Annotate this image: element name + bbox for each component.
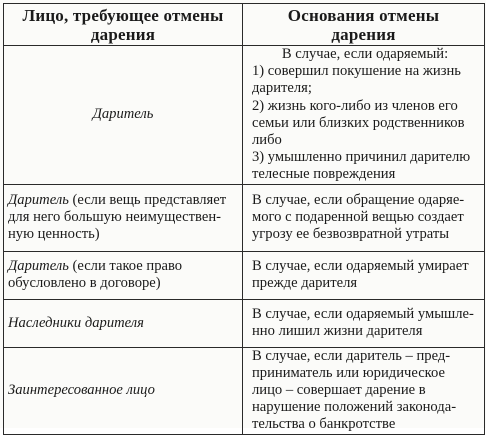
person-condition: (если вещь представляет <box>68 191 227 208</box>
header-grounds-column <box>243 4 485 46</box>
person-name: Даритель <box>92 106 154 123</box>
grounds-line: 3) умышленно причинил дарителю <box>252 149 471 166</box>
grounds-cell <box>243 184 485 251</box>
grounds-cell <box>243 46 485 185</box>
grounds-line: угрозу ее безвозвратной утраты <box>252 226 450 243</box>
person-cell <box>4 251 243 299</box>
grounds-line: В случае, если одаряемый: <box>281 46 449 62</box>
table-row <box>4 347 485 434</box>
person-name: Наследники дарителя <box>8 314 144 331</box>
grounds-cell <box>243 347 485 434</box>
person-cell <box>4 184 243 251</box>
grounds-line: В случае, если даритель – пред- <box>252 347 451 364</box>
header-person-line2: дарения <box>90 24 156 44</box>
grounds-cell <box>243 251 485 299</box>
table-row <box>4 46 485 185</box>
person-name: Даритель <box>8 257 69 274</box>
grounds-line: либо <box>252 132 282 149</box>
person-cell <box>4 46 243 185</box>
header-grounds-line1: Основания отмены <box>287 5 440 25</box>
grounds-line: тельства о банкротстве <box>252 416 396 433</box>
grounds-line: прежде дарителя <box>252 275 358 292</box>
header-grounds-line2: дарения <box>331 24 396 44</box>
table-row <box>4 251 485 299</box>
person-name: Заинтересованное лицо <box>8 382 155 399</box>
table-row <box>4 299 485 347</box>
grounds-line: нно лишил жизни дарителя <box>252 323 423 340</box>
header-person-column <box>4 4 243 46</box>
grounds-line: В случае, если обращение одаряе- <box>252 191 465 208</box>
person-name: Даритель <box>8 191 69 208</box>
person-cell <box>4 347 243 434</box>
grounds-line: мого с подаренной вещью создает <box>252 209 464 226</box>
grounds-line: дарителя; <box>252 80 312 97</box>
grounds-line: 2) жизнь кого-либо из членов его <box>252 97 458 114</box>
grounds-cell <box>243 299 485 347</box>
person-condition: обусловлено в договоре) <box>8 275 161 292</box>
person-condition: для него большую неимуществен- <box>8 209 221 226</box>
gift-revocation-table <box>3 3 485 435</box>
grounds-line: телесные повреждения <box>252 166 396 183</box>
table-header-row <box>4 4 485 46</box>
person-cell <box>4 299 243 347</box>
grounds-line: семьи или близких родственников <box>252 114 465 131</box>
person-condition: (если такое право <box>68 257 183 274</box>
grounds-line: лицо – совершает дарение в <box>252 382 426 399</box>
person-condition: ную ценность) <box>8 226 100 243</box>
grounds-line: приниматель или юридическое <box>252 364 445 381</box>
grounds-line: 1) совершил покушение на жизнь <box>252 63 461 80</box>
header-person-line1: Лицо, требующее отмены <box>22 5 224 25</box>
grounds-line: В случае, если одаряемый умирает <box>252 257 469 274</box>
table-row <box>4 184 485 251</box>
grounds-line: нарушение положений законода- <box>252 399 457 416</box>
grounds-line: В случае, если одаряемый умышле- <box>252 305 474 322</box>
